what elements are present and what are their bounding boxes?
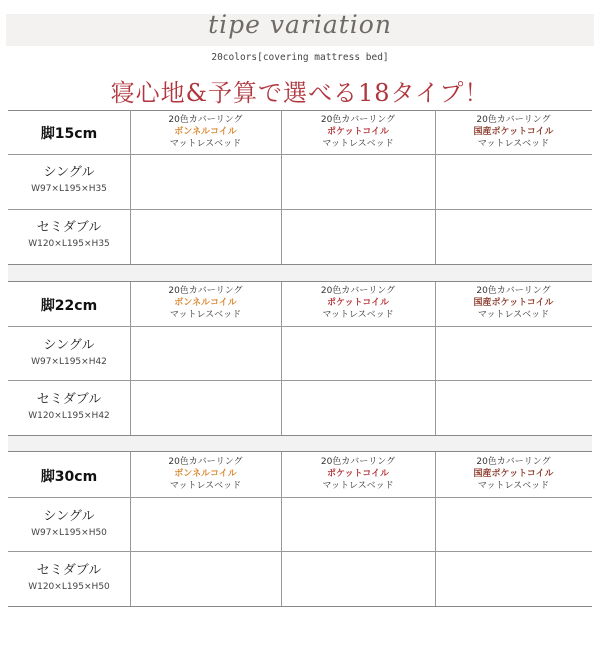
row-label-single: シングル W97×L195×H42 bbox=[31, 338, 107, 367]
row-label-semi-double: セミダブル W120×L195×H35 bbox=[28, 220, 110, 249]
column-header-bonnel: 20色カバーリング ボンネルコイル マットレスベッド bbox=[130, 114, 281, 150]
leg-height-label: 脚22cm bbox=[40, 298, 98, 314]
column-header-domestic-pocket: 20色カバーリング 国産ポケットコイル マットレスベッド bbox=[435, 285, 592, 321]
column-header-pocket: 20色カバーリング ポケットコイル マットレスベッド bbox=[281, 456, 435, 492]
headline: 寝心地&予算で選べる18タイプ！ bbox=[110, 79, 490, 107]
column-header-pocket: 20色カバーリング ポケットコイル マットレスベッド bbox=[281, 285, 435, 321]
leg-height-label: 脚30cm bbox=[40, 469, 98, 485]
coil-type-label: 国産ポケットコイル bbox=[473, 469, 554, 479]
leg-height-label: 脚15cm bbox=[40, 126, 98, 142]
row-label-single: シングル W97×L195×H50 bbox=[31, 509, 107, 538]
coil-type-label: ボンネルコイル bbox=[174, 469, 237, 479]
row-label-single: シングル W97×L195×H35 bbox=[31, 165, 107, 194]
subtitle: 20colors[covering mattress bed] bbox=[211, 52, 389, 63]
banner-title: tipe variation bbox=[208, 10, 392, 39]
row-label-semi-double: セミダブル W120×L195×H42 bbox=[28, 392, 110, 421]
column-header-domestic-pocket: 20色カバーリング 国産ポケットコイル マットレスベッド bbox=[435, 114, 592, 150]
coil-type-label: 国産ポケットコイル bbox=[473, 298, 554, 308]
column-header-pocket: 20色カバーリング ポケットコイル マットレスベッド bbox=[281, 114, 435, 150]
coil-type-label: ボンネルコイル bbox=[174, 127, 237, 137]
section-divider bbox=[8, 264, 592, 282]
column-header-bonnel: 20色カバーリング ボンネルコイル マットレスベッド bbox=[130, 456, 281, 492]
row-label-semi-double: セミダブル W120×L195×H50 bbox=[28, 563, 110, 592]
section-divider bbox=[8, 435, 592, 452]
column-header-domestic-pocket: 20色カバーリング 国産ポケットコイル マットレスベッド bbox=[435, 456, 592, 492]
coil-type-label: ポケットコイル bbox=[327, 298, 389, 308]
coil-type-label: 国産ポケットコイル bbox=[473, 127, 554, 137]
coil-type-label: ポケットコイル bbox=[327, 469, 389, 479]
coil-type-label: ボンネルコイル bbox=[174, 298, 237, 308]
column-header-bonnel: 20色カバーリング ボンネルコイル マットレスベッド bbox=[130, 285, 281, 321]
coil-type-label: ポケットコイル bbox=[327, 127, 389, 137]
